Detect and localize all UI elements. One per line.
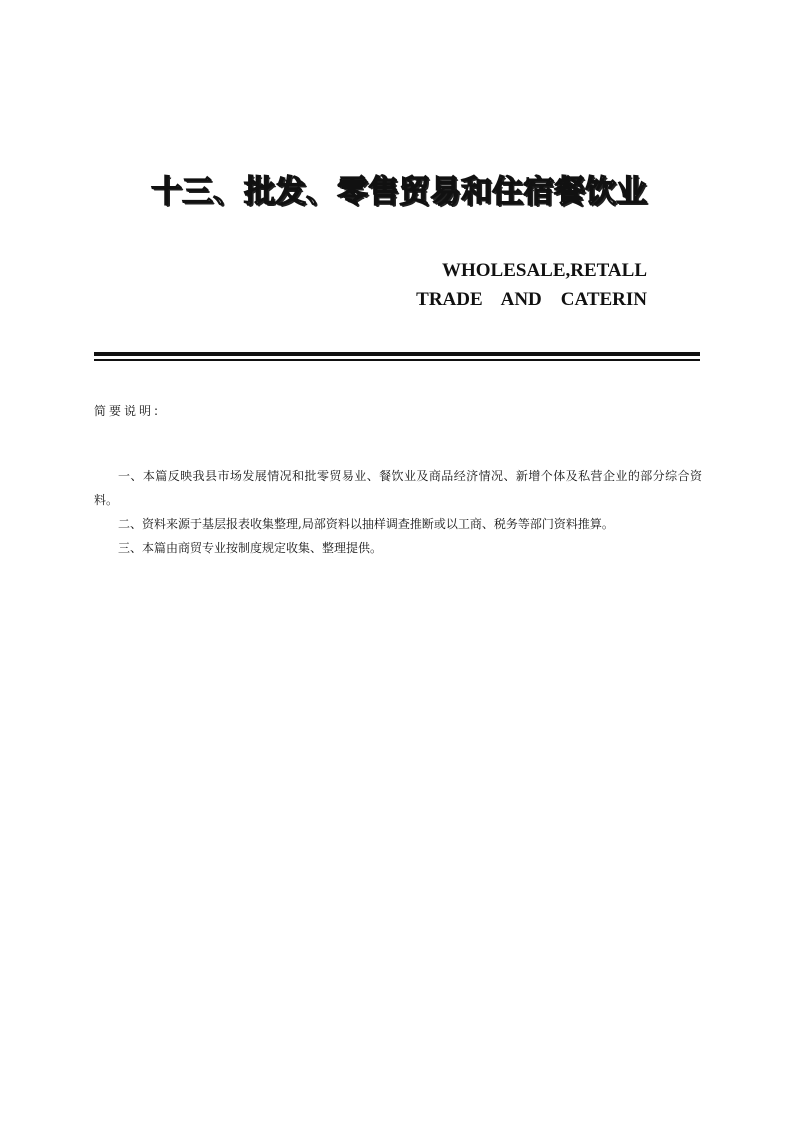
summary-notes bbox=[94, 464, 702, 560]
divider-thin bbox=[94, 359, 700, 361]
english-title-line-2: TRADE AND CATERIN bbox=[416, 289, 647, 310]
chapter-title: 十三、批发、零售贸易和住宿餐饮业 bbox=[151, 174, 647, 210]
english-title bbox=[416, 256, 647, 314]
divider-thick bbox=[94, 352, 700, 356]
summary-heading: 简要说明: bbox=[94, 404, 162, 418]
summary-paragraph-3: 三、本篇由商贸专业按制度规定收集、整理提供。 bbox=[118, 541, 383, 555]
summary-paragraph-2: 二、资料来源于基层报表收集整理,局部资料以抽样调查推断或以工商、税务等部门资料推算。 bbox=[118, 517, 614, 531]
summary-paragraph-1: 一、本篇反映我县市场发展情况和批零贸易业、餐饮业及商品经济情况、新增个体及私营企业的部分综合资料。 bbox=[94, 469, 702, 507]
english-title-line-1: WHOLESALE,RETALL bbox=[441, 260, 647, 281]
